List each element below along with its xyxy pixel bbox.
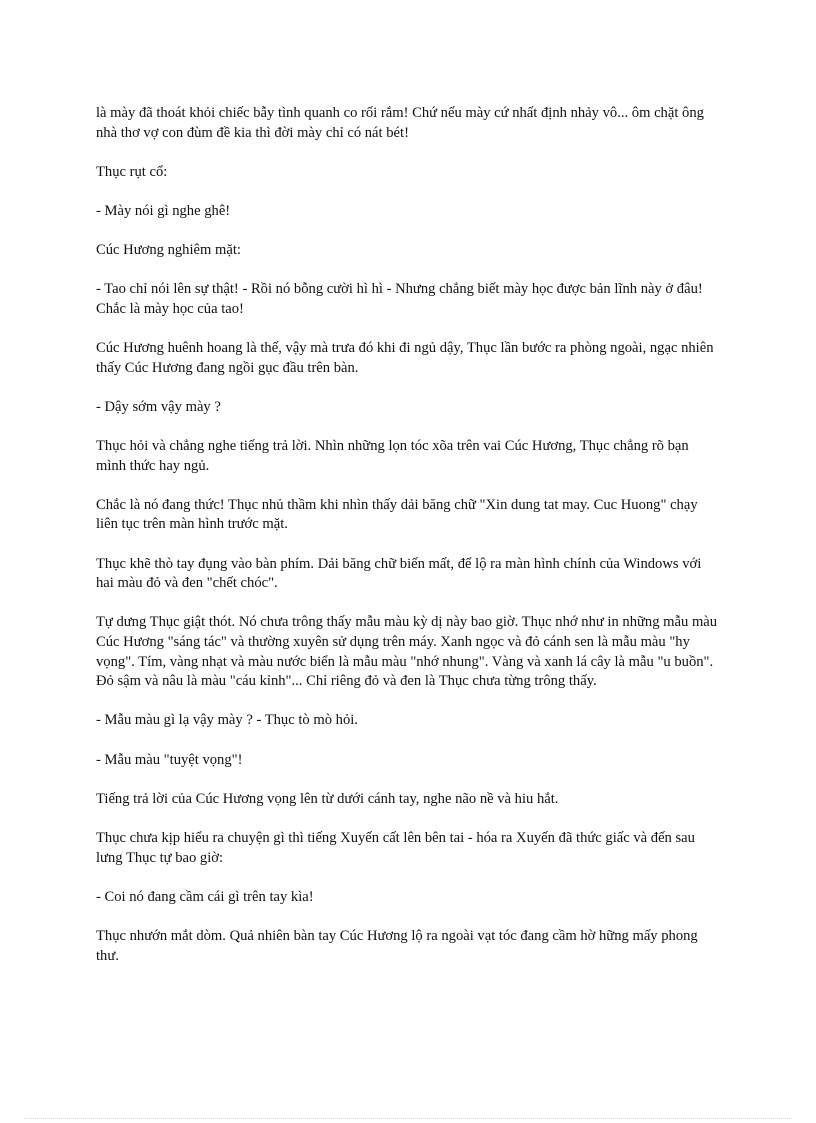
paragraph: Thục chưa kịp hiểu ra chuyện gì thì tiếng Xuyến cất lên bên tai - hóa ra Xuyến đã thức giấc và đến sau lưng Thục tự bao giờ: [96,829,695,866]
paragraph: Thục khẽ thò tay đụng vào bàn phím. Dải băng chữ biến mất, để lộ ra màn hình chính của Windows với hai màu đỏ và đen "chết chóc". [96,555,702,592]
paragraph: - Dậy sớm vậy mày ? [96,398,221,415]
document-body [96,104,722,986]
paragraph: Chắc là nó đang thức! Thục nhủ thầm khi nhìn thấy dải băng chữ "Xin dung tat may. Cuc Huong" chạy liên tục trên màn hình trước mặt. [96,496,698,533]
page-bottom-divider [24,1118,792,1119]
paragraph: Thục hỏi và chẳng nghe tiếng trả lời. Nhìn những lọn tóc xõa trên vai Cúc Hương, Thục chẳng rõ bạn mình thức hay ngủ. [96,438,689,474]
paragraph: Tự dưng Thục giật thót. Nó chưa trông thấy mẫu màu kỳ dị này bao giờ. Thục nhớ như in những mẫu màu Cúc Hương "sáng tác" và thường xuyên sử dụng trên máy. Xanh ngọc và đỏ cánh sen là mẫu màu "hy vọng". Tím, vàng nhạt và màu nước biển là mẫu màu "nhớ nhung". Vàng và xanh lá cây là mẫu "u buồn". Đỏ sậm và nâu là màu "cáu kỉnh"... Chỉ riêng đỏ và đen là Thục chưa từng trông thấy. [96,614,718,690]
paragraph: Thục nhướn mắt dòm. Quả nhiên bàn tay Cúc Hương lộ ra ngoài vạt tóc đang cầm hờ hững mấy phong thư. [96,927,698,964]
paragraph: Thục rụt cổ: [96,163,168,180]
paragraph: - Mẫu màu "tuyệt vọng"! [96,751,243,768]
paragraph: - Tao chỉ nói lên sự thật! - Rồi nó bỗng cười hì hì - Nhưng chẳng biết mày học được bản lĩnh này ở đâu! Chắc là mày học của tao! [96,281,703,317]
paragraph: - Mẫu màu gì lạ vậy mày ? - Thục tò mò hỏi. [96,712,358,729]
paragraph: - Mày nói gì nghe ghê! [96,202,231,219]
paragraph: - Coi nó đang cầm cái gì trên tay kìa! [96,888,314,905]
paragraph: Cúc Hương huênh hoang là thế, vậy mà trưa đó khi đi ngủ dậy, Thục lần bước ra phòng ngoài, ngạc nhiên thấy Cúc Hương đang ngồi gục đầu trên bàn. [96,340,714,376]
paragraph: Cúc Hương nghiêm mặt: [96,242,241,259]
paragraph: là mày đã thoát khỏi chiếc bẫy tình quanh co rối rắm! Chứ nếu mày cứ nhất định nhảy vô... ôm chặt ông nhà thơ vợ con đùm đề kia thì đời mày chỉ có nát bét! [96,105,704,141]
paragraph: Tiếng trả lời của Cúc Hương vọng lên từ dưới cánh tay, nghe não nề và hiu hắt. [96,790,559,807]
